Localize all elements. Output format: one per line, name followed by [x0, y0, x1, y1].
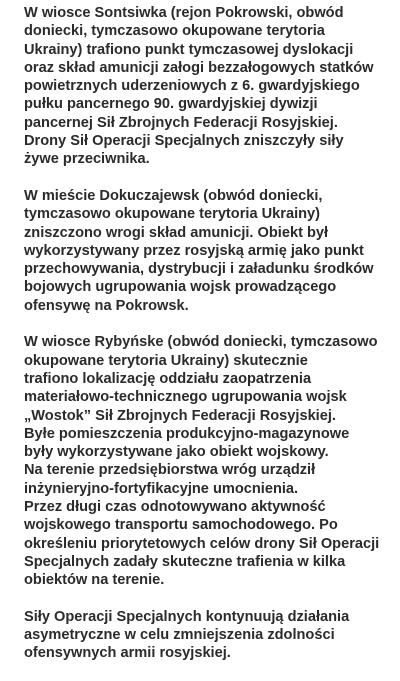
text-line: tymczasowo okupowane terytoria Ukrainy)	[24, 206, 321, 223]
text-line: inżynieryjno-fortyfikacyjne umocnienia.	[24, 480, 299, 497]
text-line: zniszczono wrogi skład amunicji. Obiekt był	[24, 224, 329, 241]
text-line: okupowane terytoria Ukrainy) skutecznie	[24, 352, 308, 369]
text-line: bojowych ugrupowania wojsk prowadzącego	[24, 279, 337, 296]
text-line: materiałowo-technicznego ugrupowania wojsk	[24, 389, 347, 406]
text-line: „Wostok” Sił Zbrojnych Federacji Rosyjskiej.	[24, 407, 336, 424]
text-line: Przez długi czas odnotowywano aktywność	[24, 499, 326, 516]
text-line: W mieście Dokuczajewsk (obwód doniecki,	[24, 187, 323, 204]
text-line: pancernej Sił Zbrojnych Federacji Rosyjskiej.	[24, 114, 338, 131]
text-line: Ukrainy) trafiono punkt tymczasowej dyslokacji	[24, 41, 354, 58]
article-body	[24, 4, 396, 681]
text-line: Specjalnych zadały skuteczne trafienia w kilka	[24, 553, 346, 570]
text-line: były wykorzystywane jako obiekt wojskowy.	[24, 444, 329, 461]
paragraph-rybynske	[24, 333, 396, 589]
text-line: wojskowego transportu samochodowego. Po	[24, 517, 338, 534]
text-line: obiektów na terenie.	[24, 572, 165, 589]
paragraph-sontsiwka	[24, 4, 396, 169]
text-line: Na terenie przedsiębiorstwa wróg urządził	[24, 462, 316, 479]
text-line: wykorzystywany przez rosyjską armię jako punkt	[24, 242, 364, 259]
text-line: przechowywania, dystrybucji i załadunku środków	[24, 261, 374, 278]
text-line: ofensywę na Pokrowsk.	[24, 297, 189, 314]
text-line: pułku pancernego 90. gwardyjskiej dywizji	[24, 96, 318, 113]
text-line: trafiono lokalizację oddziału zaopatrzenia	[24, 370, 312, 387]
text-line: asymetryczne w celu zmniejszenia zdolności	[24, 627, 335, 644]
text-line: doniecki, tymczasowo okupowane terytoria	[24, 23, 325, 40]
paragraph-dokuczajewsk	[24, 187, 396, 315]
text-line: żywe przeciwnika.	[24, 151, 150, 168]
text-line: W wiosce Sontsiwka (rejon Pokrowski, obwód	[24, 5, 344, 21]
text-line: Siły Operacji Specjalnych kontynuują działania	[24, 608, 350, 625]
text-line: Byłe pomieszczenia produkcyjno-magazynowe	[24, 425, 350, 442]
text-line: określeniu priorytetowych celów drony Sił Operacji	[24, 535, 380, 552]
text-line: Drony Sił Operacji Specjalnych zniszczyły siły	[24, 133, 344, 150]
text-line: ofensywnych armii rosyjskiej.	[24, 645, 231, 662]
text-line: W wiosce Rybyńske (obwód doniecki, tymczasowo	[24, 334, 378, 351]
text-line: powietrznych uderzeniowych z 6. gwardyjskiego	[24, 78, 360, 95]
text-line: oraz skład amunicji załogi bezzałogowych statków	[24, 59, 374, 76]
paragraph-conclusion	[24, 608, 396, 663]
